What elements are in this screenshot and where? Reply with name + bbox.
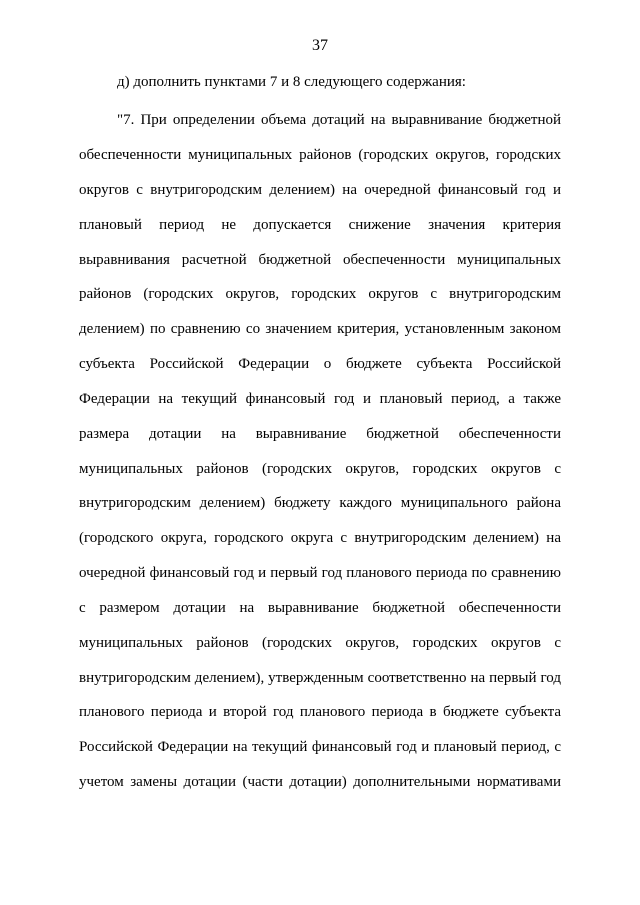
paragraph-line: внутригородским делением) бюджету каждого муниципального района <box>79 495 561 511</box>
paragraph-line: округов с внутригородским делением) на очередной финансовый год и <box>79 182 561 198</box>
intro-line: д) дополнить пунктами 7 и 8 следующего содержания: <box>117 74 466 90</box>
paragraph-line: с размером дотации на выравнивание бюджетной обеспеченности <box>79 600 561 616</box>
paragraph-line: выравнивания расчетной бюджетной обеспеченности муниципальных <box>79 252 561 268</box>
paragraph-line: внутригородским делением), утвержденным соответственно на первый год <box>79 670 561 686</box>
page-number: 37 <box>312 37 328 54</box>
paragraph-line: Федерации на текущий финансовый год и плановый период, а также <box>79 391 561 407</box>
paragraph-line: учетом замены дотации (части дотации) дополнительными нормативами <box>79 774 561 790</box>
paragraph-line: делением) по сравнению со значением критерия, установленным законом <box>79 321 561 337</box>
paragraph-line: Российской Федерации на текущий финансовый год и плановый период, с <box>79 739 561 755</box>
paragraph-line: планового периода и второй год планового периода в бюджете субъекта <box>79 704 561 720</box>
paragraph-line: плановый период не допускается снижение значения критерия <box>79 217 561 233</box>
paragraph-line: обеспеченности муниципальных районов (городских округов, городских <box>79 147 561 163</box>
paragraph-line: муниципальных районов (городских округов, городских округов с <box>79 635 561 651</box>
paragraph-line: районов (городских округов, городских округов с внутригородским <box>79 286 561 302</box>
paragraph-line: размера дотации на выравнивание бюджетной обеспеченности <box>79 426 561 442</box>
paragraph-line: субъекта Российской Федерации о бюджете субъекта Российской <box>79 356 561 372</box>
paragraph-line: очередной финансовый год и первый год планового периода по сравнению <box>79 565 561 581</box>
paragraph-line: "7. При определении объема дотаций на выравнивание бюджетной <box>117 112 561 128</box>
paragraph-line: (городского округа, городского округа с внутригородским делением) на <box>79 530 561 546</box>
paragraph-line: муниципальных районов (городских округов, городских округов с <box>79 461 561 477</box>
